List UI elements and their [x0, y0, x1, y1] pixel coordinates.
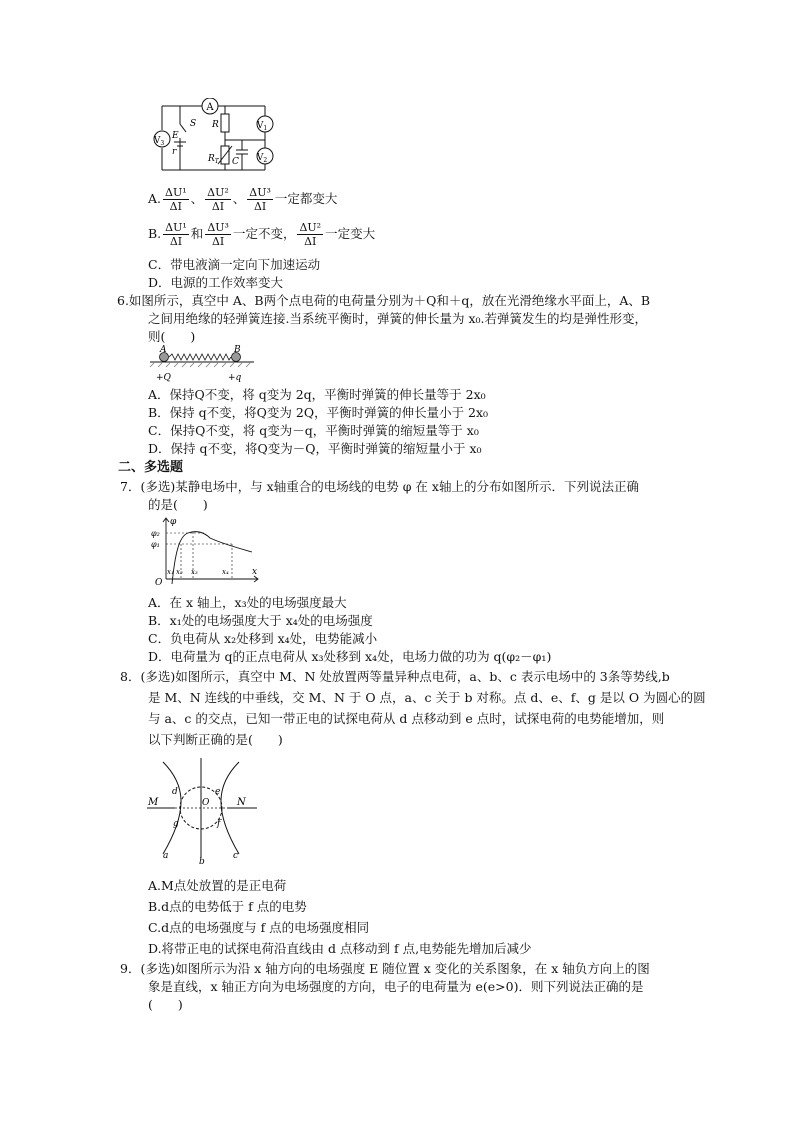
- origin-label: O: [155, 578, 163, 588]
- potential-graph: [148, 514, 263, 589]
- q7-stem-line1: 7．(多选)某静电场中，与 x轴重合的电场线的电势 φ 在 x轴上的分布如图所示．下列说法正确: [120, 479, 639, 494]
- line-a-label: a: [163, 851, 169, 861]
- resistor-r-label: R: [212, 120, 219, 130]
- q6-option-a: A．保持Q不变，将 q变为 2q，平衡时弹簧的伸长量等于 2x₀: [148, 387, 486, 402]
- q7-option-c: C．负电荷从 x₂处移到 x₄处，电势能减小: [148, 631, 378, 646]
- fraction: $\frac{\text{ΔU³}}{\Delta I}$: [249, 186, 271, 213]
- point-m-label: M: [148, 797, 159, 808]
- capacitor-label: C: [232, 157, 239, 167]
- q8-option-b: B.d点的电势低于 f 点的电势: [148, 899, 307, 914]
- phi1-label: φ₁: [151, 540, 160, 549]
- q6-option-d: D．保持 q不变，将Q变为－Q，平衡时弹簧的缩短量小于 x₀: [148, 441, 482, 456]
- x3-label: x₃: [191, 568, 198, 576]
- fraction: $\frac{\text{ΔU²}}{\Delta I}$: [299, 221, 322, 248]
- q6-option-b: B．保持 q不变，将Q变为 2Q，平衡时弹簧的伸长量小于 2x₀: [148, 405, 489, 420]
- q8-option-d: D.将带正电的试探电荷沿直线由 d 点移动到 f 点,电势能先增加后减少: [148, 941, 532, 956]
- q7-option-d: D．电荷量为 q的正点电荷从 x₃处移到 x₄处，电场力做的功为 q(φ₂－φ₁): [148, 649, 552, 664]
- point-o-label: O: [202, 798, 210, 808]
- q7-option-b: B．x₁处的电场强度大于 x₄处的电场强度: [148, 613, 373, 628]
- fraction: $\frac{\text{ΔU¹}}{\Delta I}$: [165, 186, 187, 213]
- q9-stem-line3: ( ): [148, 997, 183, 1012]
- q8-option-a: A.M点处放置的是正电荷: [148, 878, 287, 893]
- charge-b-label: B: [234, 345, 241, 355]
- point-d-label: d: [172, 787, 178, 797]
- q6-stem-line3: 则( ): [148, 329, 196, 344]
- thermistor-label: $R_T$: [208, 154, 219, 165]
- q8-option-c: C.d点的电场强度与 f 点的电场强度相同: [148, 920, 370, 935]
- fraction: $\frac{\text{ΔU³}}{\Delta I}$: [207, 221, 229, 248]
- voltmeter-v1-label: $V_1$: [256, 121, 268, 132]
- q6-stem-line2: 之间用绝缘的轻弹簧连接.当系统平衡时，弹簧的伸长量为 x₀.若弹簧发生的均是弹性形变，: [148, 311, 647, 326]
- fraction: $\frac{\text{ΔU²}}{\Delta I}$: [207, 186, 229, 213]
- line-c-label: c: [233, 851, 239, 861]
- spring-diagram: [148, 344, 258, 384]
- q6-option-c: C．保持Q不变，将 q变为－q，平衡时弹簧的缩短量等于 x₀: [148, 423, 479, 438]
- q5-option-d: D．电源的工作效率变大: [148, 275, 284, 290]
- phi-axis-label: φ: [170, 517, 177, 527]
- voltmeter-v2-label: $V_2$: [256, 153, 268, 164]
- circuit-diagram: [150, 98, 285, 178]
- emf-label: E: [172, 131, 179, 141]
- q7-option-a: A．在 x 轴上，x₃处的电场强度最大: [148, 595, 347, 610]
- q5-option-a: A. $\frac{\text{ΔU¹}}{\Delta I}$ 、 $\frac{\text{ΔU²}}{\Delta I}$ 、 $\frac{\text{ΔU³}}{\Delta I}$ 一定都变大: [148, 186, 338, 213]
- point-f-label: f: [217, 819, 221, 829]
- voltmeter-v3-label: $V_3$: [153, 136, 165, 147]
- point-e-label: e: [215, 787, 221, 797]
- x1-label: x₁: [167, 568, 174, 576]
- charge-q-small-label: +q: [228, 373, 242, 383]
- phi2-label: φ₂: [151, 529, 160, 538]
- q9-stem-line1: 9．(多选)如图所示为沿 x 轴方向的电场强度 E 随位置 x 变化的关系图象，在 x 轴负方向上的图: [120, 961, 650, 976]
- q5-option-b: B. $\frac{\text{ΔU¹}}{\Delta I}$ 和 $\frac{\text{ΔU³}}{\Delta I}$ 一定不变， $\frac{\text{ΔU²}}{\Delta I}$ 一定变大: [148, 221, 376, 248]
- internal-resistance-label: r: [172, 147, 177, 157]
- q8-stem-line1: 8．(多选)如图所示，真空中 M、N 处放置两等量异种点电荷，a、b、c 表示电场中的 3条等势线,b: [120, 669, 670, 684]
- equipotential-diagram: [145, 758, 260, 866]
- q7-stem-line2: 的是( ): [148, 497, 208, 512]
- q8-stem-line4: 以下判断正确的是( ): [148, 732, 283, 747]
- point-g-label: g: [173, 819, 179, 829]
- q5-option-c: C．带电液滴一定向下加速运动: [148, 257, 321, 272]
- q6-stem-line1: 6.如图所示，真空中 A、B两个点电荷的电荷量分别为＋Q和＋q，放在光滑绝缘水平面上，A、B: [117, 293, 651, 308]
- charge-a-label: A: [160, 345, 167, 355]
- point-n-label: N: [237, 797, 246, 808]
- x2-label: x₂: [176, 568, 183, 576]
- section-heading-multiple-choice: 二、多选题: [118, 460, 184, 475]
- x-axis-label: x: [252, 567, 258, 577]
- fraction: $\frac{\text{ΔU¹}}{\Delta I}$: [165, 221, 187, 248]
- charge-q-big-label: +Q: [156, 373, 171, 383]
- q8-stem-line3: 与 a、c 的交点，已知一带正电的试探电荷从 d 点移动到 e 点时，试探电荷的电势能增加，则: [148, 711, 665, 726]
- q8-stem-line2: 是 M、N 连线的中垂线，交 M、N 于 O 点，a、c 关于 b 对称。点 d、e、f、g 是以 O 为圆心的圆: [148, 690, 706, 705]
- line-b-label: b: [199, 857, 205, 866]
- q9-stem-line2: 象是直线，x 轴正方向为电场强度的方向，电子的电荷量为 e(e>0)．则下列说法正确的是: [148, 979, 644, 994]
- switch-label: S: [190, 119, 197, 129]
- x4-label: x₄: [222, 568, 229, 576]
- ammeter-label: A: [206, 102, 214, 113]
